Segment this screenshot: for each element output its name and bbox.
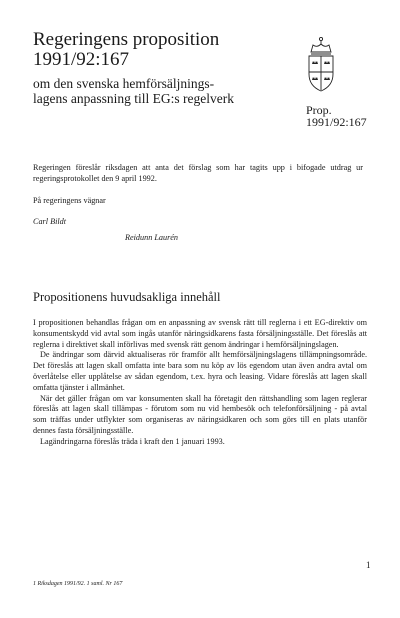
title-line-1: Regeringens proposition — [33, 29, 220, 50]
signature-minister: Reidunn Laurén — [125, 233, 178, 242]
swedish-coat-of-arms-icon — [300, 36, 342, 94]
intro-text: Regeringen föreslår riksdagen att anta det förslag som har tagits upp i bifogade utdrag ur regeringsprotokollet den 9 april 1992. — [33, 163, 363, 183]
paragraph: Lagändringarna föreslås träda i kraft den 1 januari 1993. — [40, 436, 225, 446]
subtitle-line-2: lagens anpassning till EG:s regelverk — [33, 91, 234, 106]
title-line-2: 1991/92:167 — [33, 49, 130, 70]
footnote: 1 Riksdagen 1991/92. 1 saml. Nr 167 — [33, 581, 123, 587]
on-behalf-line: På regeringens vägnar — [33, 196, 106, 205]
paragraph: I propositionen behandlas frågan om en anpassning av svensk rätt till reglerna i ett EG-direktiv om konsumentskydd vid avtal som ingås utanför näringsidkarens fasta försäljningsställe. Det föreslås att reglerna i direktivet skall införlivas med svensk rätt genom ändringar i hemförsäljningslagen. — [33, 318, 367, 349]
prop-label: Prop. — [306, 103, 332, 117]
signature-prime-minister: Carl Bildt — [33, 217, 66, 226]
document-subtitle — [33, 76, 234, 106]
subtitle-line-1: om den svenska hemförsäljnings- — [33, 76, 215, 91]
page-number: 1 — [366, 560, 371, 570]
paragraph: När det gäller frågan om var konsumenten skall ha företagit den rättshandling som lagen reglerar föreslås att lagen skall tillämpas - förutom som nu vid hembesök och telefonförsäljning - på avtal som träffas under utflykter som organiseras av näringsidkaren och som görs till en plats utanför dennes fasta försäljningsställe. — [33, 393, 367, 435]
paragraph: De ändringar som därvid aktualiseras rör framför allt hemförsäljningslagens tillämpningsområde. Det föreslås att lagen skall omfatta inte bara som nu köp av lös egendom utan även andra avtal om överlåtelse eller upplåtelse av sådan egendom, t.ex. hyra och leasing. Vidare föreslås att lagen skall omfatta tjänster i allmänhet. — [33, 350, 367, 392]
prop-number: 1991/92:167 — [306, 115, 367, 129]
section-heading: Propositionens huvudsakliga innehåll — [33, 290, 221, 304]
document-title — [33, 30, 219, 70]
proposition-reference — [306, 104, 367, 128]
section-body — [33, 318, 367, 448]
